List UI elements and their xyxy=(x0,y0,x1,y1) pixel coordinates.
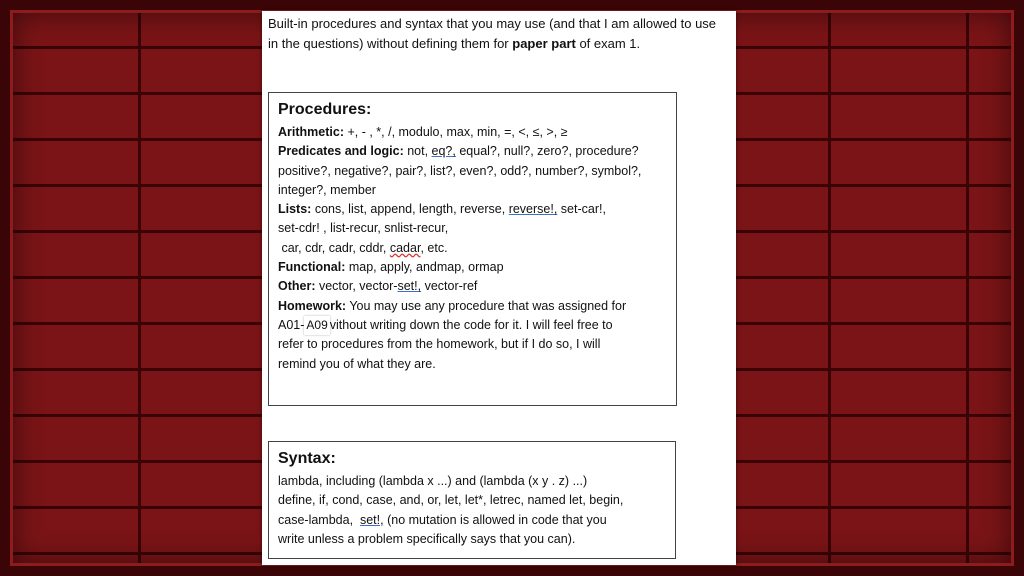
lists-text-a: cons, list, append, length, reverse, xyxy=(311,202,509,217)
cadar-spellcheck: cadar xyxy=(389,240,421,255)
predicates-label: Predicates and logic: xyxy=(278,144,404,159)
other-line xyxy=(278,277,667,296)
syntax-box xyxy=(268,441,676,559)
document-page xyxy=(262,11,736,565)
syntax-line-4: write unless a problem specifically says that you can). xyxy=(278,531,576,546)
lists-text-b: set-car!, xyxy=(557,202,606,217)
arithmetic-line xyxy=(278,123,667,142)
functional-line xyxy=(278,258,667,277)
procedures-heading: Procedures: xyxy=(278,101,372,118)
homework-line-2 xyxy=(278,316,667,335)
lists-line-1 xyxy=(278,200,667,219)
arithmetic-text: +, - , *, /, modulo, max, min, =, <, ≤, >, ≥ xyxy=(343,125,568,139)
predicates-line-3: integer?, member xyxy=(278,182,376,197)
syntax-line-2: define, if, cond, case, and, or, let, let*, letrec, named let, begin, xyxy=(278,493,624,508)
reverse-bang-underlined: reverse!, xyxy=(508,202,558,217)
procedures-box xyxy=(268,92,677,406)
other-label: Other: xyxy=(278,279,316,294)
functional-label: Functional: xyxy=(278,260,346,275)
syntax-set-bang-underlined: set!, xyxy=(359,512,384,527)
a09-overlay-tag: A09 xyxy=(304,316,329,335)
predicates-text-a: not, xyxy=(403,144,432,159)
lists-line-3a: car, cdr, cadr, cddr, xyxy=(278,240,390,255)
predicates-line-2: positive?, negative?, pair?, list?, even?, odd?, number?, symbol?, xyxy=(278,163,642,178)
syntax-line-1: lambda, including (lambda x ...) and (lambda (x y . z) ...) xyxy=(278,474,588,488)
arithmetic-label: Arithmetic: xyxy=(278,125,344,139)
lists-line-3b: , etc. xyxy=(420,240,448,255)
syntax-line-3b: (no mutation is allowed in code that you xyxy=(383,512,607,527)
intro-line-2a: in the questions) without defining them for xyxy=(268,36,513,51)
intro-line-1: Built-in procedures and syntax that you may use (and that I am allowed to use xyxy=(268,16,717,31)
other-text-b: vector-ref xyxy=(421,279,478,294)
homework-line-2b: vithout writing down the code for it. I will feel free to xyxy=(329,317,613,332)
syntax-heading: Syntax: xyxy=(278,450,336,467)
lists-label: Lists: xyxy=(278,202,312,217)
predicates-line-1 xyxy=(278,142,667,161)
homework-line-4: remind you of what they are. xyxy=(278,356,436,371)
syntax-line-3a: case-lambda, xyxy=(278,512,360,527)
eq-underlined: eq?, xyxy=(431,144,456,159)
homework-line-3: refer to procedures from the homework, but if I do so, I will xyxy=(278,337,601,352)
homework-label: Homework: xyxy=(278,298,347,313)
intro-line-2c: of exam 1. xyxy=(575,36,641,51)
homework-line-2a: A01- xyxy=(278,317,305,332)
syntax-line-3 xyxy=(278,511,666,530)
homework-line-1 xyxy=(278,297,667,316)
homework-text: You may use any procedure that was assigned for xyxy=(346,298,627,313)
other-text-a: vector, vector- xyxy=(315,279,398,294)
intro-bold-paper-part: paper part xyxy=(512,36,576,51)
set-bang-underlined: set!, xyxy=(397,279,422,294)
lists-line-2: set-cdr! , list-recur, snlist-recur, xyxy=(278,221,449,236)
lists-line-3 xyxy=(278,239,667,258)
predicates-text-b: equal?, null?, zero?, procedure? xyxy=(455,144,639,159)
intro-paragraph xyxy=(268,14,734,54)
functional-text: map, apply, andmap, ormap xyxy=(345,260,504,275)
